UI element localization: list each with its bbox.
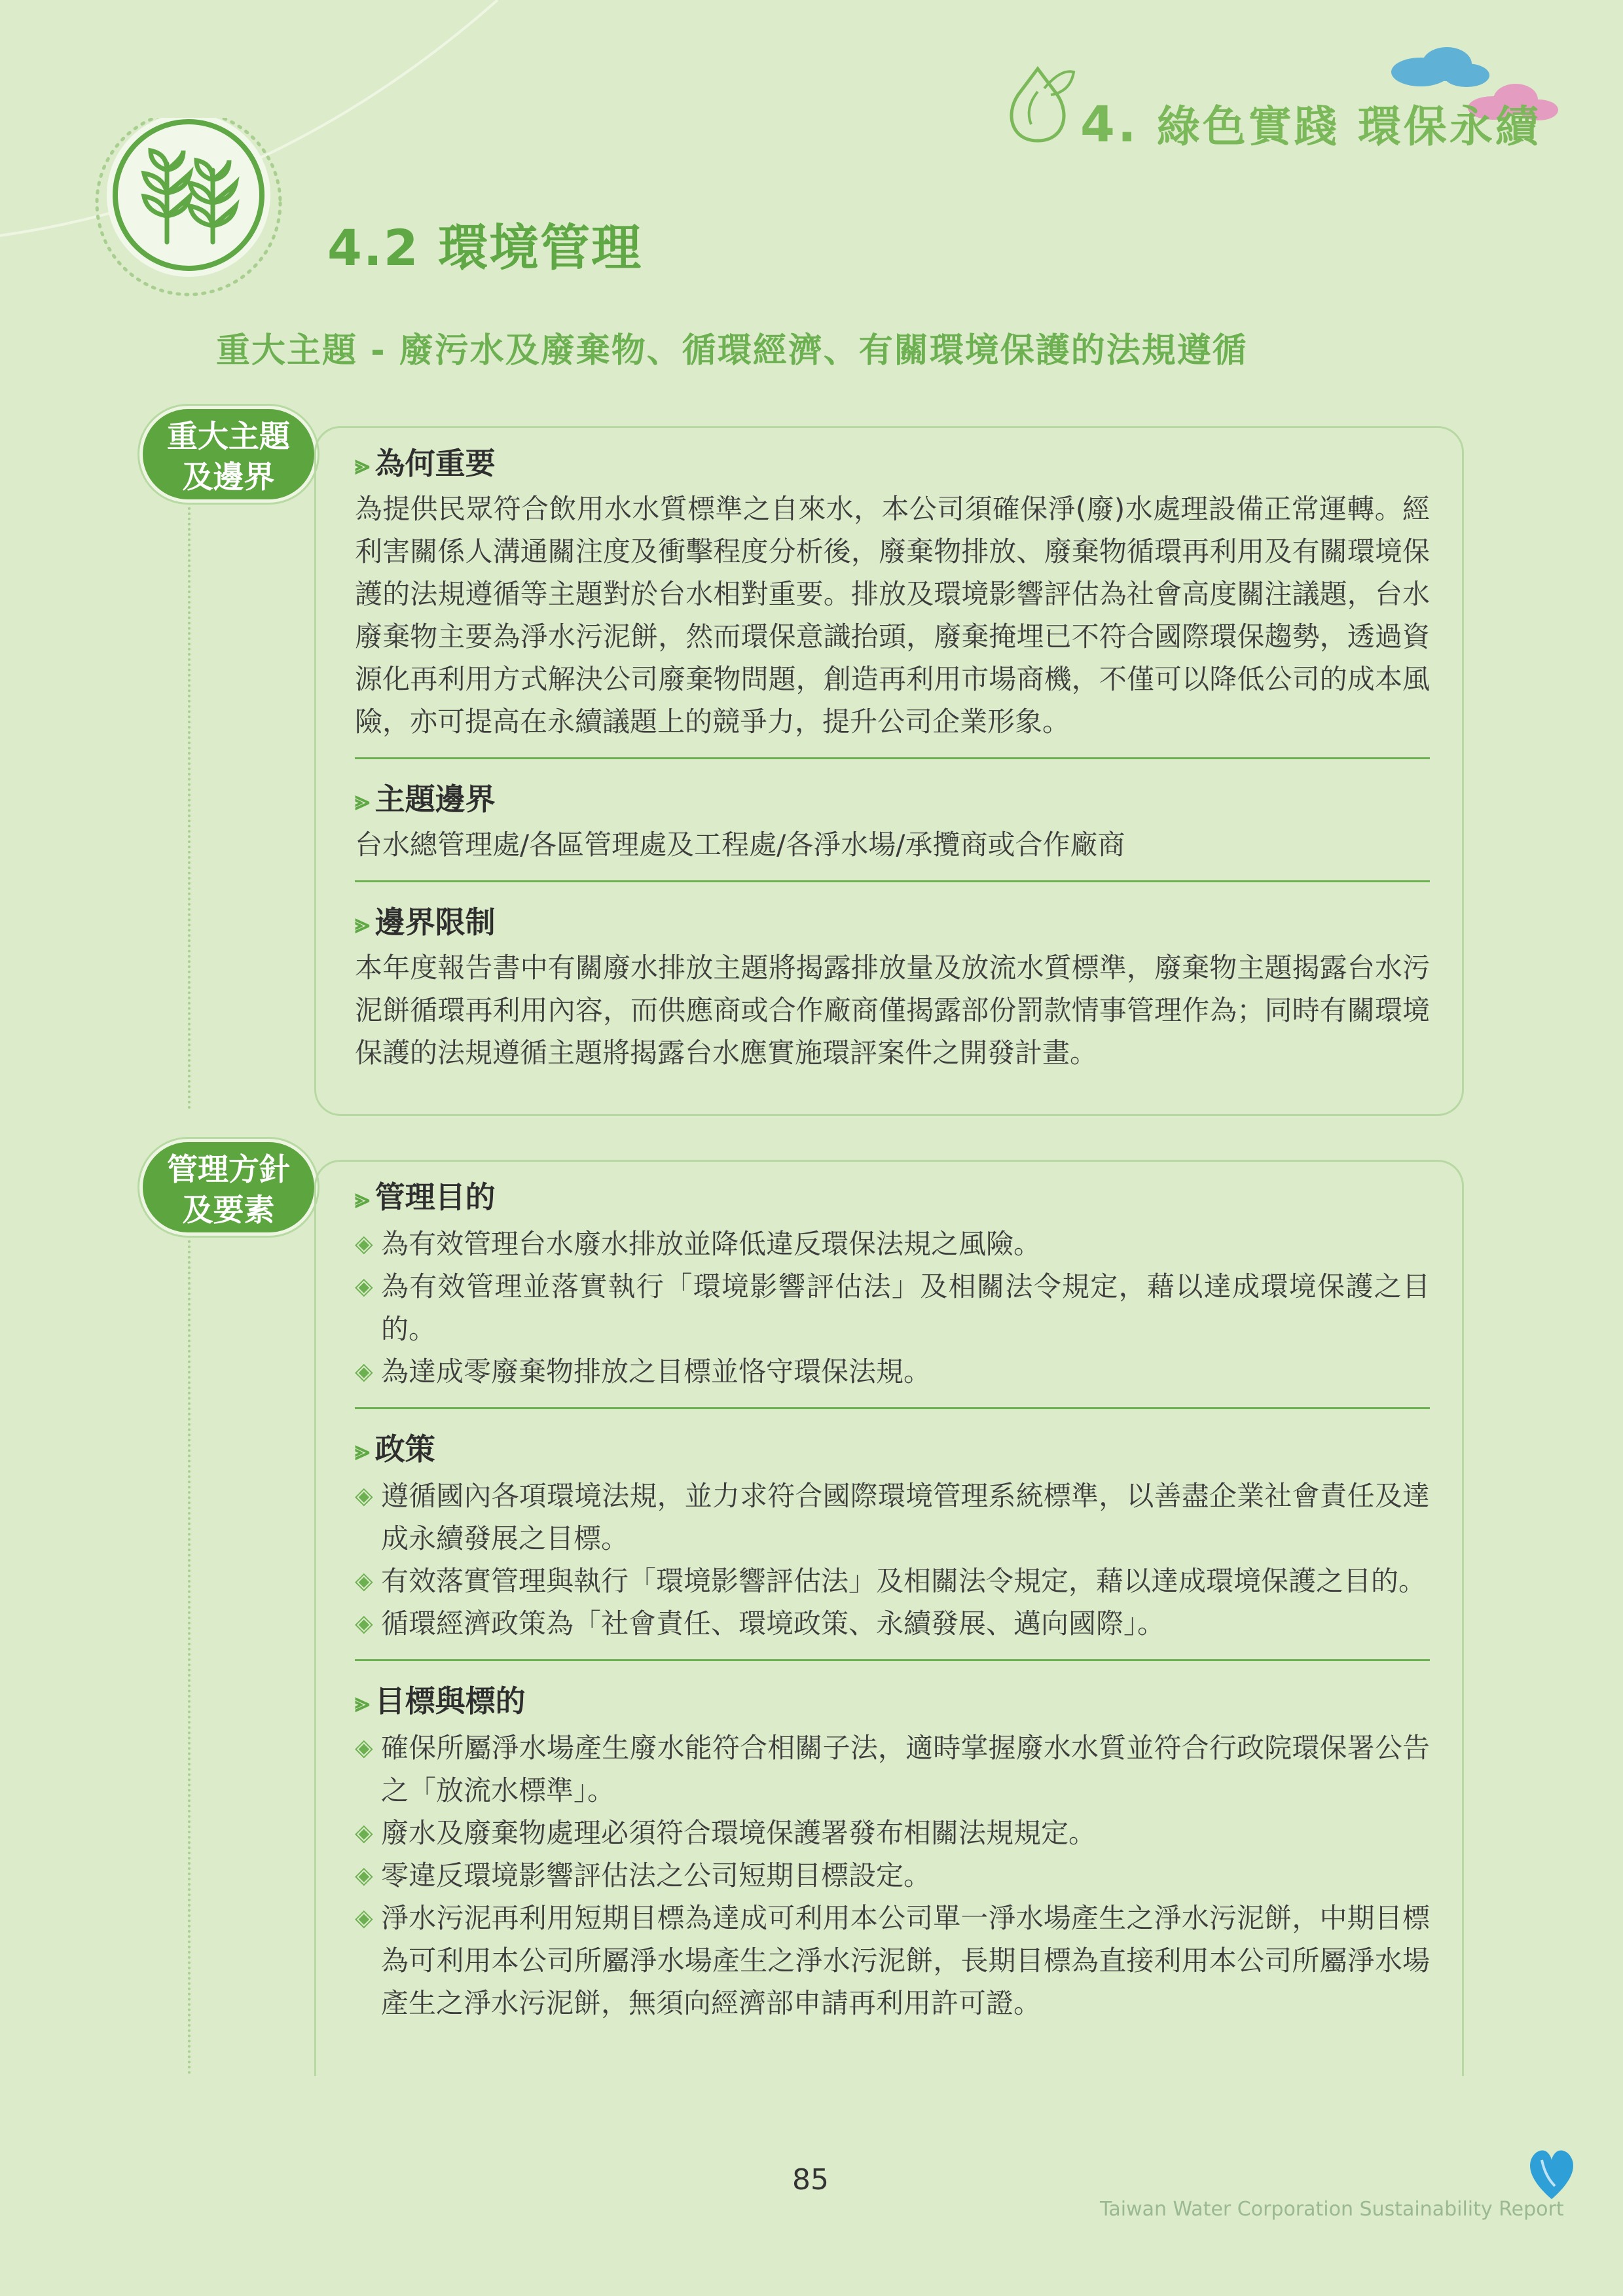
heading-why-important: ⪢ 為何重要	[355, 446, 496, 481]
pill-line: 及邊界	[182, 459, 275, 495]
pill-line: 重大主題	[167, 419, 290, 455]
list-item: ◈ 為達成零廢棄物排放之目標並恪守環保法規。	[355, 1350, 1430, 1393]
list-item: ◈ 淨水污泥再利用短期目標為達成可利用本公司單一淨水場產生之淨水污泥餅，中期目標為可利用本公司所屬淨水場產生之淨水污泥餅，長期目標為直接利用本公司所屬淨水場產生之淨水污泥餅，無須向經濟部申請再利用許可證。	[355, 1897, 1430, 2024]
list-item: ◈ 廢水及廢棄物處理必須符合環境保護署發布相關法規規定。	[355, 1812, 1430, 1854]
divider	[355, 1659, 1430, 1661]
heading-goals-targets: ⪢ 目標與標的	[355, 1683, 526, 1719]
triangle-icon: ⪢	[355, 909, 370, 939]
heading-topic-boundary: ⪢ 主題邊界	[355, 781, 496, 817]
report-name: Taiwan Water Corporation Sustainability Report	[1100, 2198, 1564, 2221]
heart-drop-icon	[1522, 2140, 1581, 2206]
leaf-drop-icon	[998, 62, 1077, 147]
timeline-dots-1	[188, 507, 191, 1109]
chapter-number: 4.	[1080, 95, 1139, 153]
list-policy	[355, 1475, 1430, 1645]
list-goals-targets	[355, 1727, 1430, 2024]
list-item: ◈ 確保所屬淨水場產生廢水能符合相關子法，適時掌握廢水水質並符合行政院環保署公告之「放流水標準」。	[355, 1727, 1430, 1812]
triangle-icon: ⪢	[355, 1436, 370, 1466]
list-item: ◈ 有效落實管理與執行「環境影響評估法」及相關法令規定，藉以達成環境保護之目的。	[355, 1560, 1430, 1602]
pill-line: 及要素	[182, 1193, 275, 1229]
divider	[355, 757, 1430, 759]
paragraph-boundary-limits: 本年度報告書中有關廢水排放主題將揭露排放量及放流水質標準，廢棄物主題揭露台水污泥餅循環再利用內容，而供應商或合作廠商僅揭露部份罰款情事管理作為；同時有關環境保護的法規遵循主題將揭露台水應實施環評案件之開發計畫。	[355, 952, 1430, 1069]
triangle-icon: ⪢	[355, 450, 370, 480]
section2-content	[355, 1177, 1430, 2024]
list-item: ◈ 遵循國內各項環境法規，並力求符合國際環境管理系統標準，以善盡企業社會責任及達成永續發展之目標。	[355, 1475, 1430, 1560]
list-item: ◈ 零違反環境影響評估法之公司短期目標設定。	[355, 1854, 1430, 1897]
divider	[355, 1407, 1430, 1409]
list-item: ◈ 循環經濟政策為「社會責任、環境政策、永續發展、邁向國際」。	[355, 1602, 1430, 1645]
pill-management-approach	[139, 1139, 318, 1236]
wheat-icon	[92, 118, 288, 314]
list-item: ◈ 為有效管理台水廢水排放並降低違反環保法規之風險。	[355, 1223, 1430, 1265]
pill-material-topic	[139, 406, 318, 503]
divider	[355, 880, 1430, 882]
triangle-icon: ⪢	[355, 1688, 370, 1718]
list-item: ◈ 為有效管理並落實執行「環境影響評估法」及相關法令規定，藉以達成環境保護之目的。	[355, 1265, 1430, 1350]
heading-boundary-limits: ⪢ 邊界限制	[355, 905, 496, 940]
triangle-icon: ⪢	[355, 786, 370, 816]
topic-title: 重大主題 - 廢污水及廢棄物、循環經濟、有關環境保護的法規遵循	[216, 331, 1248, 370]
section1-content	[355, 443, 1430, 1074]
paragraph-why-important: 為提供民眾符合飲用水水質標準之自來水，本公司須確保淨(廢)水處理設備正常運轉。經利害關係人溝通關注度及衝擊程度分析後，廢棄物排放、廢棄物循環再利用及有關環境保護的法規遵循等主題對於台水相對重要。排放及環境影響評估為社會高度關注議題，台水廢棄物主要為淨水污泥餅，然而環保意識抬頭，廢棄掩埋已不符合國際環保趨勢，透過資源化再利用方式解決公司廢棄物問題，創造再利用市場商機，不僅可以降低公司的成本風險，亦可提高在永續議題上的競爭力，提升公司企業形象。	[355, 493, 1430, 738]
heading-policy: ⪢ 政策	[355, 1431, 435, 1467]
page-number: 85	[792, 2163, 829, 2197]
section-title: 4.2 環境管理	[327, 219, 643, 277]
paragraph-topic-boundary: 台水總管理處/各區管理處及工程處/各淨水場/承攬商或合作廠商	[355, 829, 1125, 861]
pill-line: 管理方針	[167, 1152, 290, 1188]
list-management-purpose	[355, 1223, 1430, 1393]
chapter-name: 綠色實踐 環保永續	[1156, 101, 1541, 152]
triangle-icon: ⪢	[355, 1184, 370, 1214]
timeline-dots-2	[188, 1240, 191, 2075]
chapter-title	[1080, 92, 1541, 154]
heading-management-purpose: ⪢ 管理目的	[355, 1179, 496, 1215]
